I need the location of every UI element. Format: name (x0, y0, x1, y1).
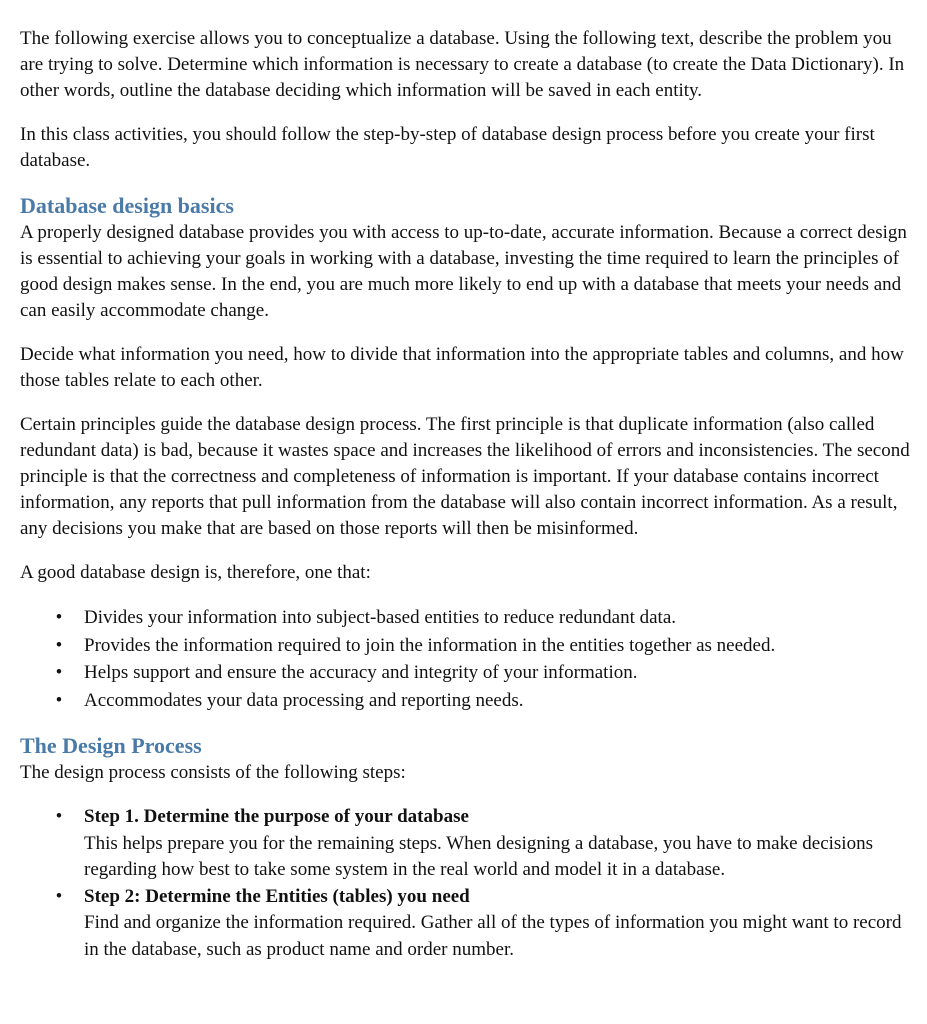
bullet-icon: • (55, 607, 63, 628)
design-steps-list (20, 804, 913, 963)
bullet-icon: • (55, 806, 63, 827)
bullet-icon: • (55, 662, 63, 683)
basics-paragraph-1: A properly designed database provides you with access to up-to-date, accurate information. Because a correct design is essential to achieving your goals in working with a database, investing the time required to learn the principles of good design makes sense. In the end, you are much more likely to end up with a database that meets your needs and can easily accommodate change. (20, 222, 907, 321)
step-title: Step 2: Determine the Entities (tables) you need (84, 885, 470, 907)
bullet-icon: • (55, 634, 63, 656)
intro-paragraph-2: In this class activities, you should follow the step-by-step of database design process before you create your first database. (20, 124, 875, 171)
bullet-icon: • (55, 689, 63, 711)
intro-paragraph-1: The following exercise allows you to conceptualize a database. Using the following text, describe the problem you are trying to solve. Determine which information is necessary to create a database (to create the Data Dictionary). In other words, outline the database deciding which information will be saved in each entity. (20, 28, 905, 101)
bullet-icon: • (55, 885, 63, 907)
basics-paragraph-4: A good database design is, therefore, one that: (20, 562, 371, 583)
good-design-list (20, 604, 913, 714)
design-process-intro: The design process consists of the following steps: (20, 762, 406, 783)
basics-paragraph-2: Decide what information you need, how to divide that information into the appropriate tables and columns, and how those tables relate to each other. (20, 344, 904, 391)
step-item (20, 804, 913, 884)
section-heading-basics: Database design basics (20, 193, 234, 218)
section-heading-design-process: The Design Process (20, 733, 202, 758)
basics-paragraph-3: Certain principles guide the database design process. The first principle is that duplicate information (also called redundant data) is bad, because it wastes space and increases the likelihood of errors and inconsistencies. The second principle is that the correctness and completeness of information is important. If your database contains incorrect information, any reports that pull information from the database will also contain incorrect information. As a result, any decisions you make that are based on those reports will then be misinformed. (20, 414, 910, 539)
list-item: • Provides the information required to join the information in the entities together as needed. (20, 632, 913, 660)
list-item: • Helps support and ensure the accuracy and integrity of your information. (20, 659, 913, 687)
step-item (20, 884, 913, 964)
list-item: • Accommodates your data processing and reporting needs. (20, 687, 913, 715)
list-item: • Divides your information into subject-based entities to reduce redundant data. (20, 604, 913, 632)
step-description: This helps prepare you for the remaining steps. When designing a database, you have to make decisions regarding how best to take some system in the real world and model it in a database. (84, 832, 873, 880)
step-description: Find and organize the information required. Gather all of the types of information you might want to record in the database, such as product name and order number. (84, 912, 902, 960)
step-title: Step 1. Determine the purpose of your database (84, 806, 469, 827)
